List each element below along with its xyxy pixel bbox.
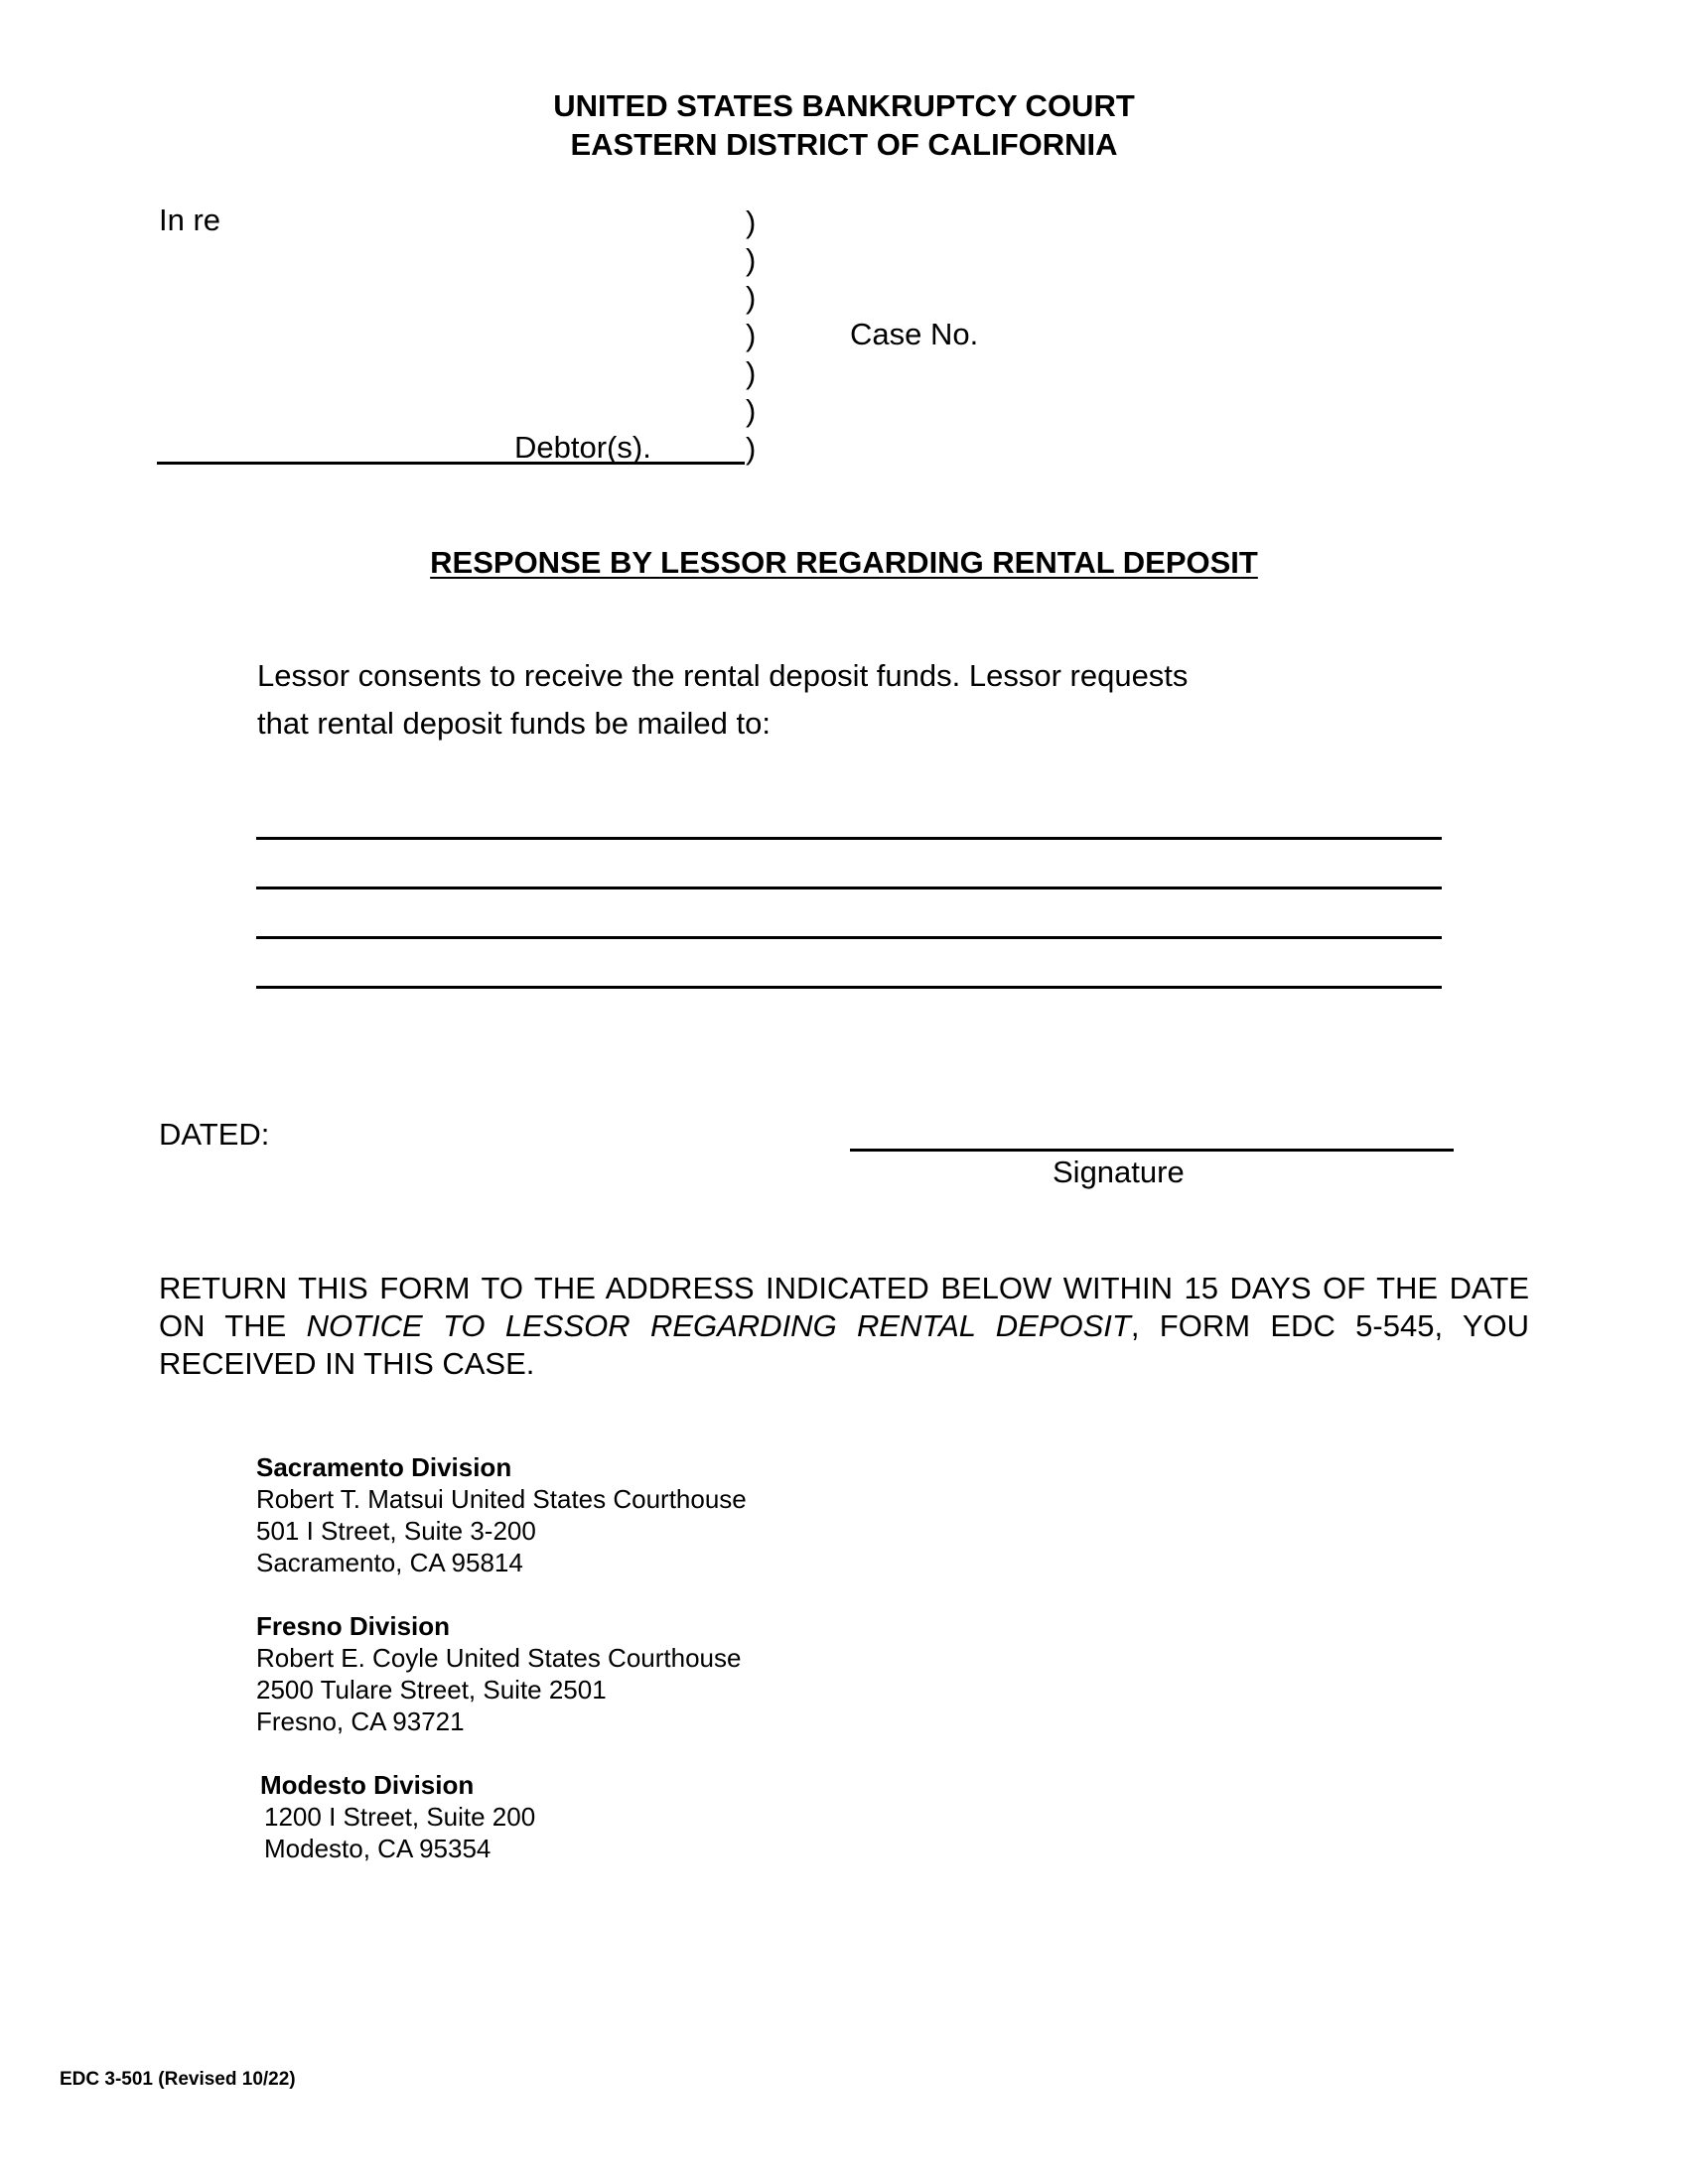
mailing-address-line[interactable] bbox=[256, 887, 1442, 889]
signature-label: Signature bbox=[1053, 1155, 1185, 1189]
address-line: 1200 I Street, Suite 200 bbox=[264, 1802, 536, 1832]
court-district: EASTERN DISTRICT OF CALIFORNIA bbox=[570, 127, 1118, 162]
address-line: 501 I Street, Suite 3-200 bbox=[256, 1516, 536, 1546]
caption-paren: ) bbox=[746, 431, 757, 466]
fresno-division-address bbox=[256, 1610, 741, 1737]
debtor-label: Debtor(s). bbox=[514, 430, 651, 465]
caption-paren: ) bbox=[746, 355, 757, 390]
form-title: RESPONSE BY LESSOR REGARDING RENTAL DEPOSIT bbox=[430, 545, 1258, 580]
division-name: Sacramento Division bbox=[256, 1452, 512, 1482]
address-line: Sacramento, CA 95814 bbox=[256, 1548, 523, 1577]
court-name: UNITED STATES BANKRUPTCY COURT bbox=[553, 88, 1135, 123]
caption-paren: ) bbox=[746, 393, 757, 428]
form-number: EDC 3-501 (Revised 10/22) bbox=[60, 2069, 296, 2090]
mailing-address-line[interactable] bbox=[256, 936, 1442, 939]
sacramento-division-address bbox=[256, 1451, 747, 1578]
signature-line[interactable] bbox=[850, 1149, 1454, 1152]
debtor-name-line[interactable] bbox=[157, 462, 745, 465]
address-line: Fresno, CA 93721 bbox=[256, 1706, 465, 1736]
case-number-label: Case No. bbox=[850, 317, 979, 351]
address-line: Robert E. Coyle United States Courthouse bbox=[256, 1643, 742, 1673]
division-name: Fresno Division bbox=[256, 1611, 451, 1641]
mailing-address-line[interactable] bbox=[256, 837, 1442, 840]
address-line: Robert T. Matsui United States Courthouse bbox=[256, 1484, 747, 1514]
mailing-address-line[interactable] bbox=[256, 986, 1442, 989]
caption-paren: ) bbox=[746, 205, 757, 239]
return-instructions: RETURN THIS FORM TO THE ADDRESS INDICATED BELOW WITHIN 15 DAYS OF THE DATE ON THE NOTICE TO LESSOR REGARDING RENTAL DEPOSIT, FORM EDC 5-545, YOU RECEIVED IN THIS CASE. bbox=[159, 1271, 1529, 1381]
caption-paren: ) bbox=[746, 242, 757, 277]
modesto-division-address bbox=[260, 1769, 535, 1864]
caption-paren: ) bbox=[746, 318, 757, 352]
consent-text-line1: Lessor consents to receive the rental deposit funds. Lessor requests bbox=[257, 658, 1189, 693]
caption-paren: ) bbox=[746, 280, 757, 315]
in-re-label: In re bbox=[159, 203, 221, 237]
division-name: Modesto Division bbox=[260, 1770, 475, 1800]
consent-text-line2: that rental deposit funds be mailed to: bbox=[257, 706, 771, 741]
address-line: 2500 Tulare Street, Suite 2501 bbox=[256, 1675, 607, 1705]
address-line: Modesto, CA 95354 bbox=[264, 1834, 492, 1863]
dated-label: DATED: bbox=[159, 1117, 270, 1152]
